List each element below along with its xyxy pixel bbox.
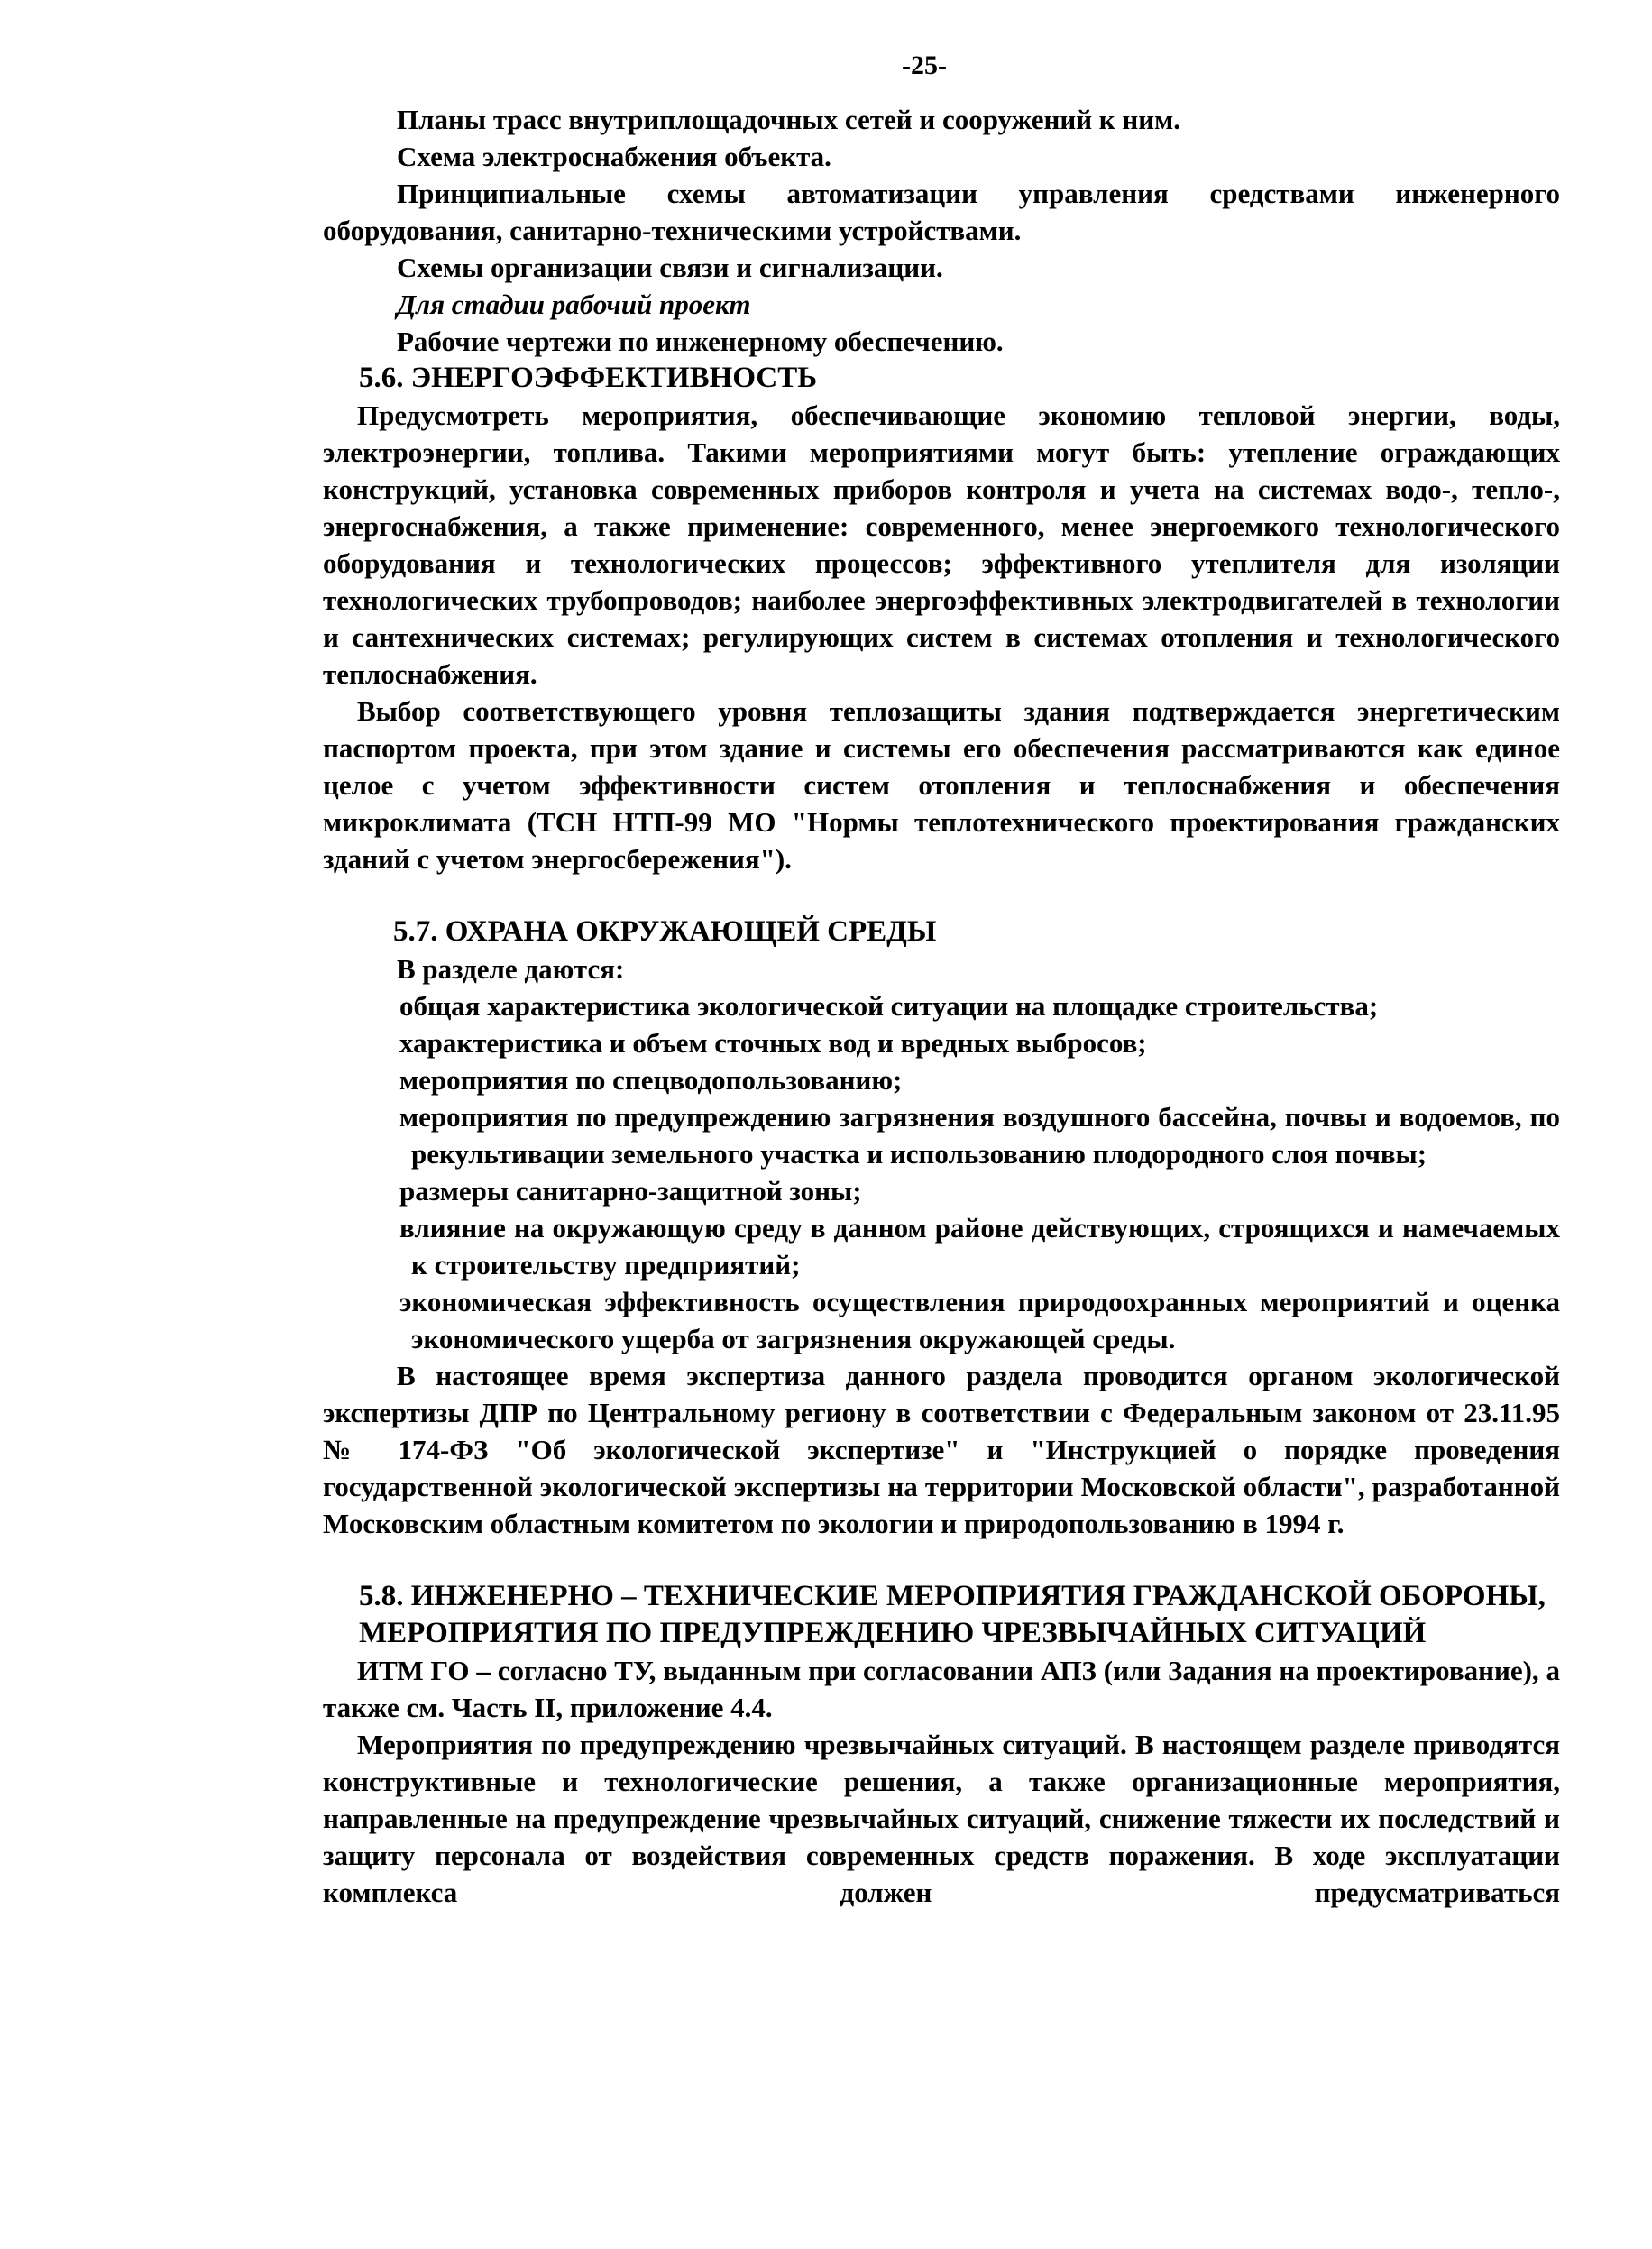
section-5-7-paragraph: В настоящее время экспертиза данного раздела проводится органом экологической экспертизы ДПР по Центральному региону в соответствии с Федеральным законом от 23.11.95 № 174-ФЗ "Об экологической экспертизе" и "Инструкцией о порядке проведения государственной экологической экспертизы на территории Московской области", разработанной Московским областным комитетом по экологии и природопользованию в 1994 г. (323, 1360, 1560, 1539)
spacer (323, 1542, 1560, 1578)
intro-line-3: Принципиальные схемы автоматизации управления средствами инженерного оборудования, санитарно-техническими устройствами. (323, 178, 1560, 246)
list-item: мероприятия по спецводопользованию; (399, 1064, 903, 1096)
intro-line-4: Схемы организации связи и сигнализации. (397, 252, 943, 283)
list-item: мероприятия по предупреждению загрязнения воздушного бассейна, почвы и водоемов, по рекультивации земельного участка и использованию плодородного слоя почвы; (399, 1101, 1560, 1170)
stage-line: Рабочие чертежи по инженерному обеспечению. (397, 326, 1004, 357)
section-5-8-paragraph-2: Мероприятия по предупреждению чрезвычайных ситуаций. В настоящем разделе приводятся конструктивные и технологические решения, а также организационные мероприятия, направленные на предупреждение чрезвычайных ситуаций, снижение тяжести их последствий и защиту персонала от воздействия современных средств поражения. В ходе эксплуатации комплекса должен предусматриваться (323, 1729, 1560, 1908)
section-5-7-intro: В разделе даются: (397, 953, 625, 985)
stage-heading: Для стадии рабочий проект (397, 289, 751, 320)
spacer (323, 877, 1560, 913)
section-5-8-paragraph-1: ИТМ ГО – согласно ТУ, выданным при согласовании АПЗ (или Задания на проектирование), а также см. Часть II, приложение 4.4. (323, 1655, 1560, 1723)
section-5-6-heading: 5.6. ЭНЕРГОЭФФЕКТИВНОСТЬ (359, 362, 818, 394)
section-5-6-paragraph-1: Предусмотреть мероприятия, обеспечивающие экономию тепловой энергии, воды, электроэнергии, топлива. Такими мероприятиями могут быть: утепление ограждающих конструкций, установка современных приборов контроля и учета на системах водо-, тепло-, энергоснабжения, а также применение: современного, менее энергоемкого технологического оборудования и технологических процессов; эффективного утеплителя для изоляции технологических трубопроводов; наиболее энергоэффективных электродвигателей в технологии и сантехнических системах; регулирующих систем в системах отопления и технологического теплоснабжения. (323, 399, 1560, 690)
section-5-6-paragraph-2: Выбор соответствующего уровня теплозащиты здания подтверждается энергетическим паспортом проекта, при этом здание и системы его обеспечения рассматриваются как единое целое с учетом эффективности систем отопления и теплоснабжения и обеспечения микроклимата (ТСН НТП-99 МО "Нормы теплотехнического проектирования гражданских зданий с учетом энергосбережения"). (323, 695, 1560, 875)
section-5-7-heading: 5.7. ОХРАНА ОКРУЖАЮЩЕЙ СРЕДЫ (393, 915, 937, 948)
page-content (323, 101, 1560, 1911)
intro-line-2: Схема электроснабжения объекта. (397, 141, 831, 172)
list-item: размеры санитарно-защитной зоны; (399, 1175, 862, 1207)
list-item: общая характеристика экологической ситуации на площадке строительства; (399, 990, 1379, 1022)
page-number: -25- (902, 50, 947, 80)
intro-line-1: Планы трасс внутриплощадочных сетей и сооружений к ним. (397, 104, 1180, 135)
list-item: влияние на окружающую среду в данном районе действующих, строящихся и намечаемых к строительству предприятий; (399, 1212, 1560, 1281)
list-item: характеристика и объем сточных вод и вредных выбросов; (399, 1027, 1147, 1059)
list-item: экономическая эффективность осуществления природоохранных мероприятий и оценка экономического ущерба от загрязнения окружающей среды. (399, 1286, 1560, 1354)
section-5-8-heading: 5.8. ИНЖЕНЕРНО – ТЕХНИЧЕСКИЕ МЕРОПРИЯТИЯ ГРАЖДАНСКОЙ ОБОРОНЫ, МЕРОПРИЯТИЯ ПО ПРЕДУПРЕЖДЕНИЮ ЧРЕЗВЫЧАЙНЫХ СИТУАЦИЙ (359, 1580, 1546, 1649)
